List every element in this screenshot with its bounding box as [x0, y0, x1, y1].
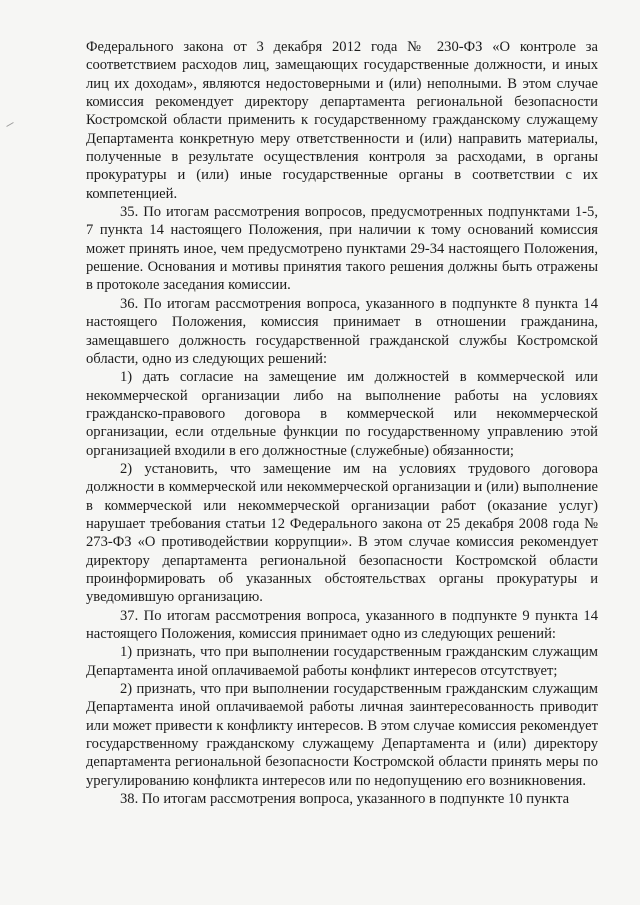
paragraph-36-item-2: 2) установить, что замещение им на условиях трудового договора должности в коммерческой или некоммерческой организации и (или) выполнение в коммерческой или некоммерческой организации работ (оказание услуг) нарушает требования статьи 12 Федерального закона от 25 декабря 2008 года № 273-ФЗ «О противодействии коррупции». В этом случае комиссия рекомендует директору департамента региональной безопасности Костромской области проинформировать об указанных обстоятельствах органы прокуратуры и уведомившую организацию.	[86, 460, 598, 606]
paragraph-38: 38. По итогам рассмотрения вопроса, указанного в подпункте 10 пункта	[120, 791, 570, 808]
paragraph-36-item-1: 1) дать согласие на замещение им должностей в коммерческой или некоммерческой организации либо на выполнение работы на условиях гражданско-правового договора в коммерческой или некоммерческой организации, если отдельные функции по государственному управлению этой организацией входили в его должностные (служебные) обязанности;	[86, 369, 598, 459]
paragraph-35: 35. По итогам рассмотрения вопросов, предусмотренных подпунктами 1-5, 7 пункта 14 настоящего Положения, при наличии к тому оснований комиссия может принять иное, чем предусмотрено пунктами 29-34 настоящего Положения, решение. Основания и мотивы принятия такого решения должны быть отражены в протоколе заседания комиссии.	[86, 204, 598, 294]
paragraph-37-item-1: 1) признать, что при выполнении государственным гражданским служащим Департамента иной оплачиваемой работы конфликт интересов отсутствует;	[86, 644, 598, 679]
paragraph-36: 36. По итогам рассмотрения вопроса, указанного в подпункте 8 пункта 14 настоящего Положения, комиссия принимает в отношении гражданина, замещавшего должность государственной гражданской службы Костромской области, одно из следующих решений:	[86, 295, 598, 367]
paragraph-37: 37. По итогам рассмотрения вопроса, указанного в подпункте 9 пункта 14 настоящего Положения, комиссия принимает одно из следующих решений:	[86, 607, 598, 642]
document-body	[86, 38, 598, 808]
paragraph-continuation: Федерального закона от 3 декабря 2012 года № 230-ФЗ «О контроле за соответствием расходов лиц, замещающих государственные должности, и иных лиц их доходам», являются недостоверными и (или) неполными. В этом случае комиссия рекомендует директору департамента региональной безопасности Костромской области применить к государственному гражданскому служащему Департамента конкретную меру ответственности и (или) направить материалы, полученные в результате осуществления контроля за расходами, в органы прокуратуры и (или) иные государственные органы в соответствии с их компетенцией.	[86, 39, 598, 202]
scan-artifact	[6, 122, 13, 127]
paragraph-37-item-2: 2) признать, что при выполнении государственным гражданским служащим Департамента иной оплачиваемой работы личная заинтересованность приводит или может привести к конфликту интересов. В этом случае комиссия рекомендует государственному гражданскому служащему Департамента и (или) директору департамента региональной безопасности Костромской области принять меры по урегулированию конфликта интересов или по недопущению его возникновения.	[86, 681, 598, 789]
